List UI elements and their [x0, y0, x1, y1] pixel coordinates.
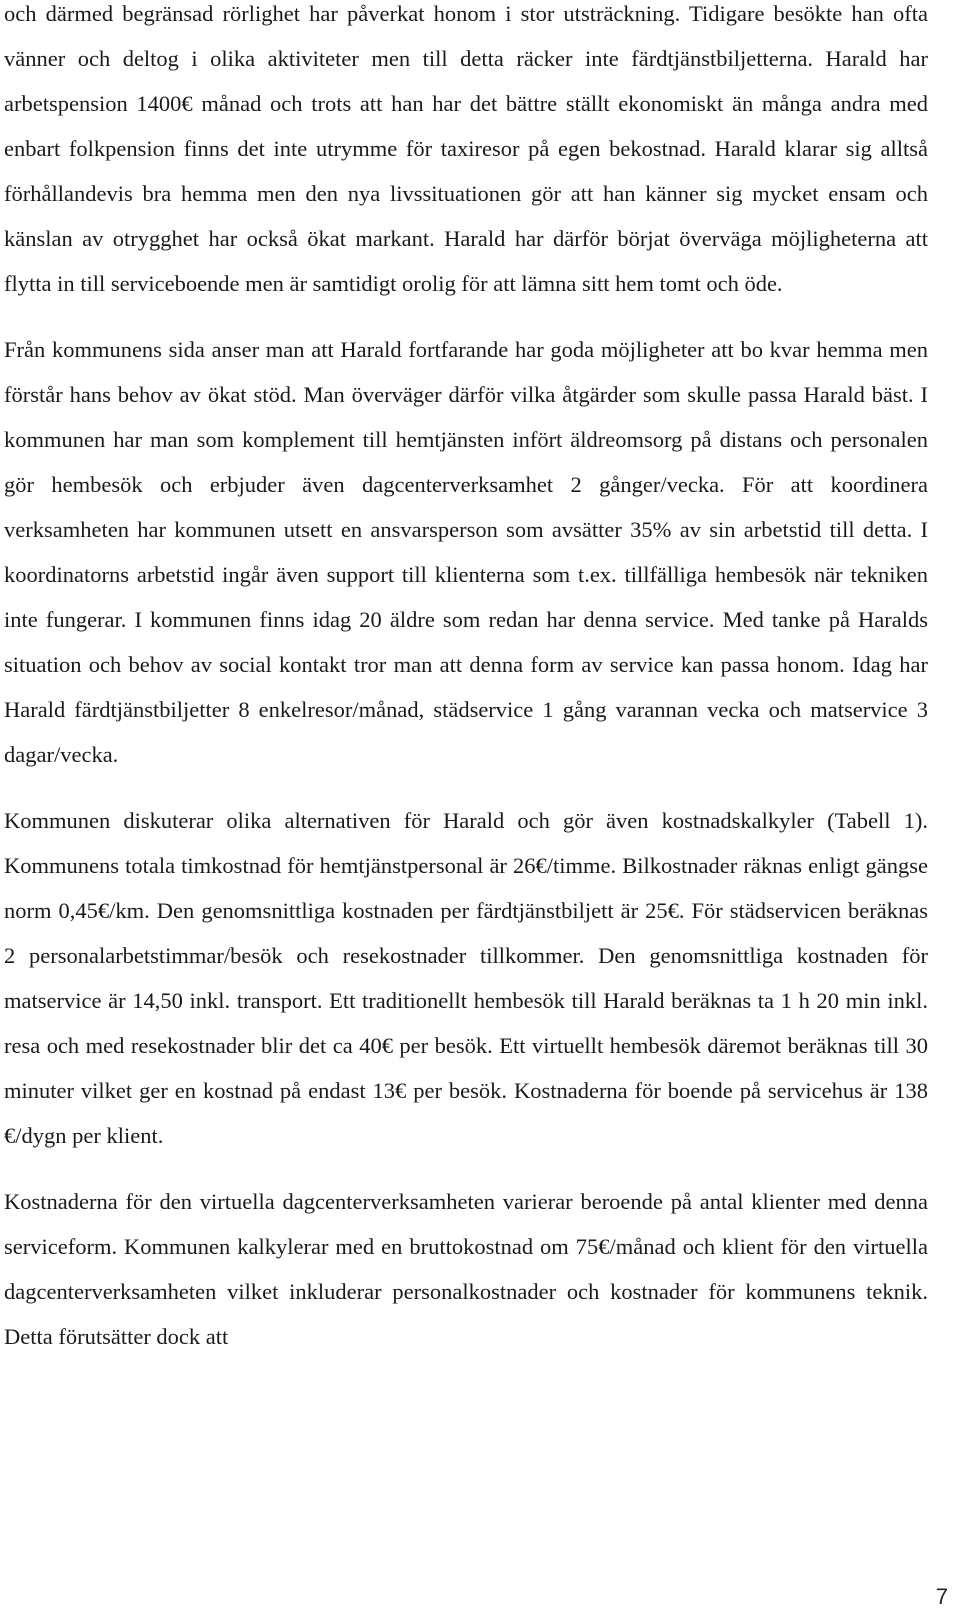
paragraph-municipality-view: Från kommunens sida anser man att Harald fortfarande har goda möjligheter att bo kvar hemma men förstår hans behov av ökat stöd. Man överväger därför vilka åtgärder som skulle passa Harald bäst. I kommunen har man som komplement till hemtjänsten infört äldreomsorg på distans och personalen gör hembesök och erbjuder även dagcenterverksamhet 2 gånger/vecka. För att koordinera verksamheten har kommunen utsett en ansvarsperson som avsätter 35% av sin arbetstid till detta. I koordinatorns arbetstid ingår även support till klienterna som t.ex. tillfälliga hembesök när tekniken inte fungerar. I kommunen finns idag 20 äldre som redan har denna service. Med tanke på Haralds situation och behov av social kontakt tror man att denna form av service kan passa honom. Idag har Harald färdtjänstbiljetter 8 enkelresor/månad, städservice 1 gång varannan vecka och matservice 3 dagar/vecka.: [4, 337, 928, 767]
document-page: [4, 0, 928, 1359]
paragraph-harald-situation: och därmed begränsad rörlighet har påverkat honom i stor utsträckning. Tidigare besökte han ofta vänner och deltog i olika aktiviteter men till detta räcker inte färdtjänstbiljetterna. Harald har arbetspension 1400€ månad och trots att han har det bättre ställt ekonomiskt än många andra med enbart folkpension finns det inte utrymme för taxiresor på egen bekostnad. Harald klarar sig alltså förhållandevis bra hemma men den nya livssituationen gör att han känner sig mycket ensam och känslan av otrygghet har också ökat markant. Harald har därför börjat överväga möjligheterna att flytta in till serviceboende men är samtidigt orolig för att lämna sitt hem tomt och öde.: [4, 1, 928, 296]
paragraph-virtual-daycenter-costs: Kostnaderna för den virtuella dagcenterverksamheten varierar beroende på antal klienter med denna serviceform. Kommunen kalkylerar med en bruttokostnad om 75€/månad och klient för den virtuella dagcenterverksamheten vilket inkluderar personalkostnader och kostnader för kommunens teknik. Detta förutsätter dock att: [4, 1189, 928, 1349]
page-number: 7: [935, 1584, 948, 1609]
paragraph-cost-calculations: Kommunen diskuterar olika alternativen för Harald och gör även kostnadskalkyler (Tabell 1). Kommunens totala timkostnad för hemtjänstpersonal är 26€/timme. Bilkostnader räknas enligt gängse norm 0,45€/km. Den genomsnittliga kostnaden per färdtjänstbiljett är 25€. För städservicen beräknas 2 personalarbetstimmar/besök och resekostnader tillkommer. Den genomsnittliga kostnaden för matservice är 14,50 inkl. transport. Ett traditionellt hembesök till Harald beräknas ta 1 h 20 min inkl. resa och med resekostnader blir det ca 40€ per besök. Ett virtuellt hembesök däremot beräknas till 30 minuter vilket ger en kostnad på endast 13€ per besök. Kostnaderna för boende på servicehus är 138 €/dygn per klient.: [4, 808, 928, 1148]
